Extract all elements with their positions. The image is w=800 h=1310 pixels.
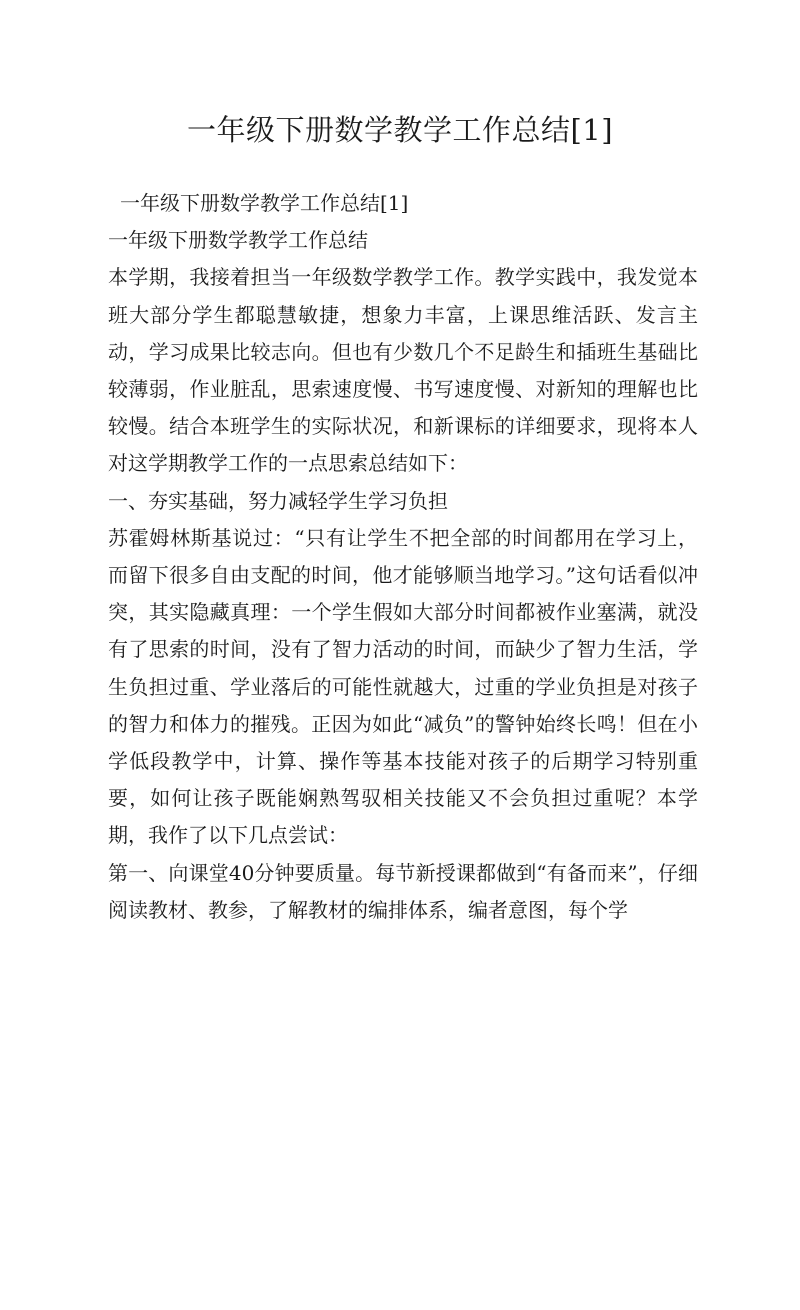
section-heading-1: 一、夯实基础，努力减轻学生学习负担 — [108, 488, 448, 513]
paragraph-subtitle: 一年级下册数学教学工作总结[1] — [120, 191, 409, 215]
document-title: 一年级下册数学教学工作总结[1] — [186, 113, 614, 147]
paragraph-quote: 苏霍姆林斯基说过：“只有让学生不把全部的时间都用在学习上，而留下很多自由支配的时间，他才能够顺当地学习。”这句话看似冲突，其实隐藏真理：一个学生假如大部分时间都被作业塞满，就没有了思索的时间，没有了智力活动的时间，而缺少了智力生活，学生负担过重、学业落后的可能性就越大，过重的学业负担是对孩子的智力和体力的摧残。正因为如此“减负”的警钟始终长鸣！但在小学低段教学中，计算、操作等基本技能对孩子的后期学习特别重要，如何让孩子既能娴熟驾驭相关技能又不会负担过重呢？本学期，我作了以下几点尝试： — [108, 525, 698, 848]
paragraph-first-point: 第一、向课堂40分钟要质量。每节新授课都做到“有备而来”，仔细阅读教材、教参，了解教材的编排体系，编者意图，每个学 — [108, 860, 698, 922]
paragraph-intro: 本学期，我接着担当一年级数学教学工作。教学实践中，我发觉本班大部分学生都聪慧敏捷，想象力丰富，上课思维活跃、发言主动，学习成果比较志向。但也有少数几个不足龄生和插班生基础比较薄弱，作业脏乱，思索速度慢、书写速度慢、对新知的理解也比较慢。结合本班学生的实际状况，和新课标的详细要求，现将本人对这学期教学工作的一点思索总结如下： — [108, 265, 698, 476]
paragraph-heading: 一年级下册数学教学工作总结 — [108, 228, 368, 253]
document-body — [108, 185, 698, 929]
